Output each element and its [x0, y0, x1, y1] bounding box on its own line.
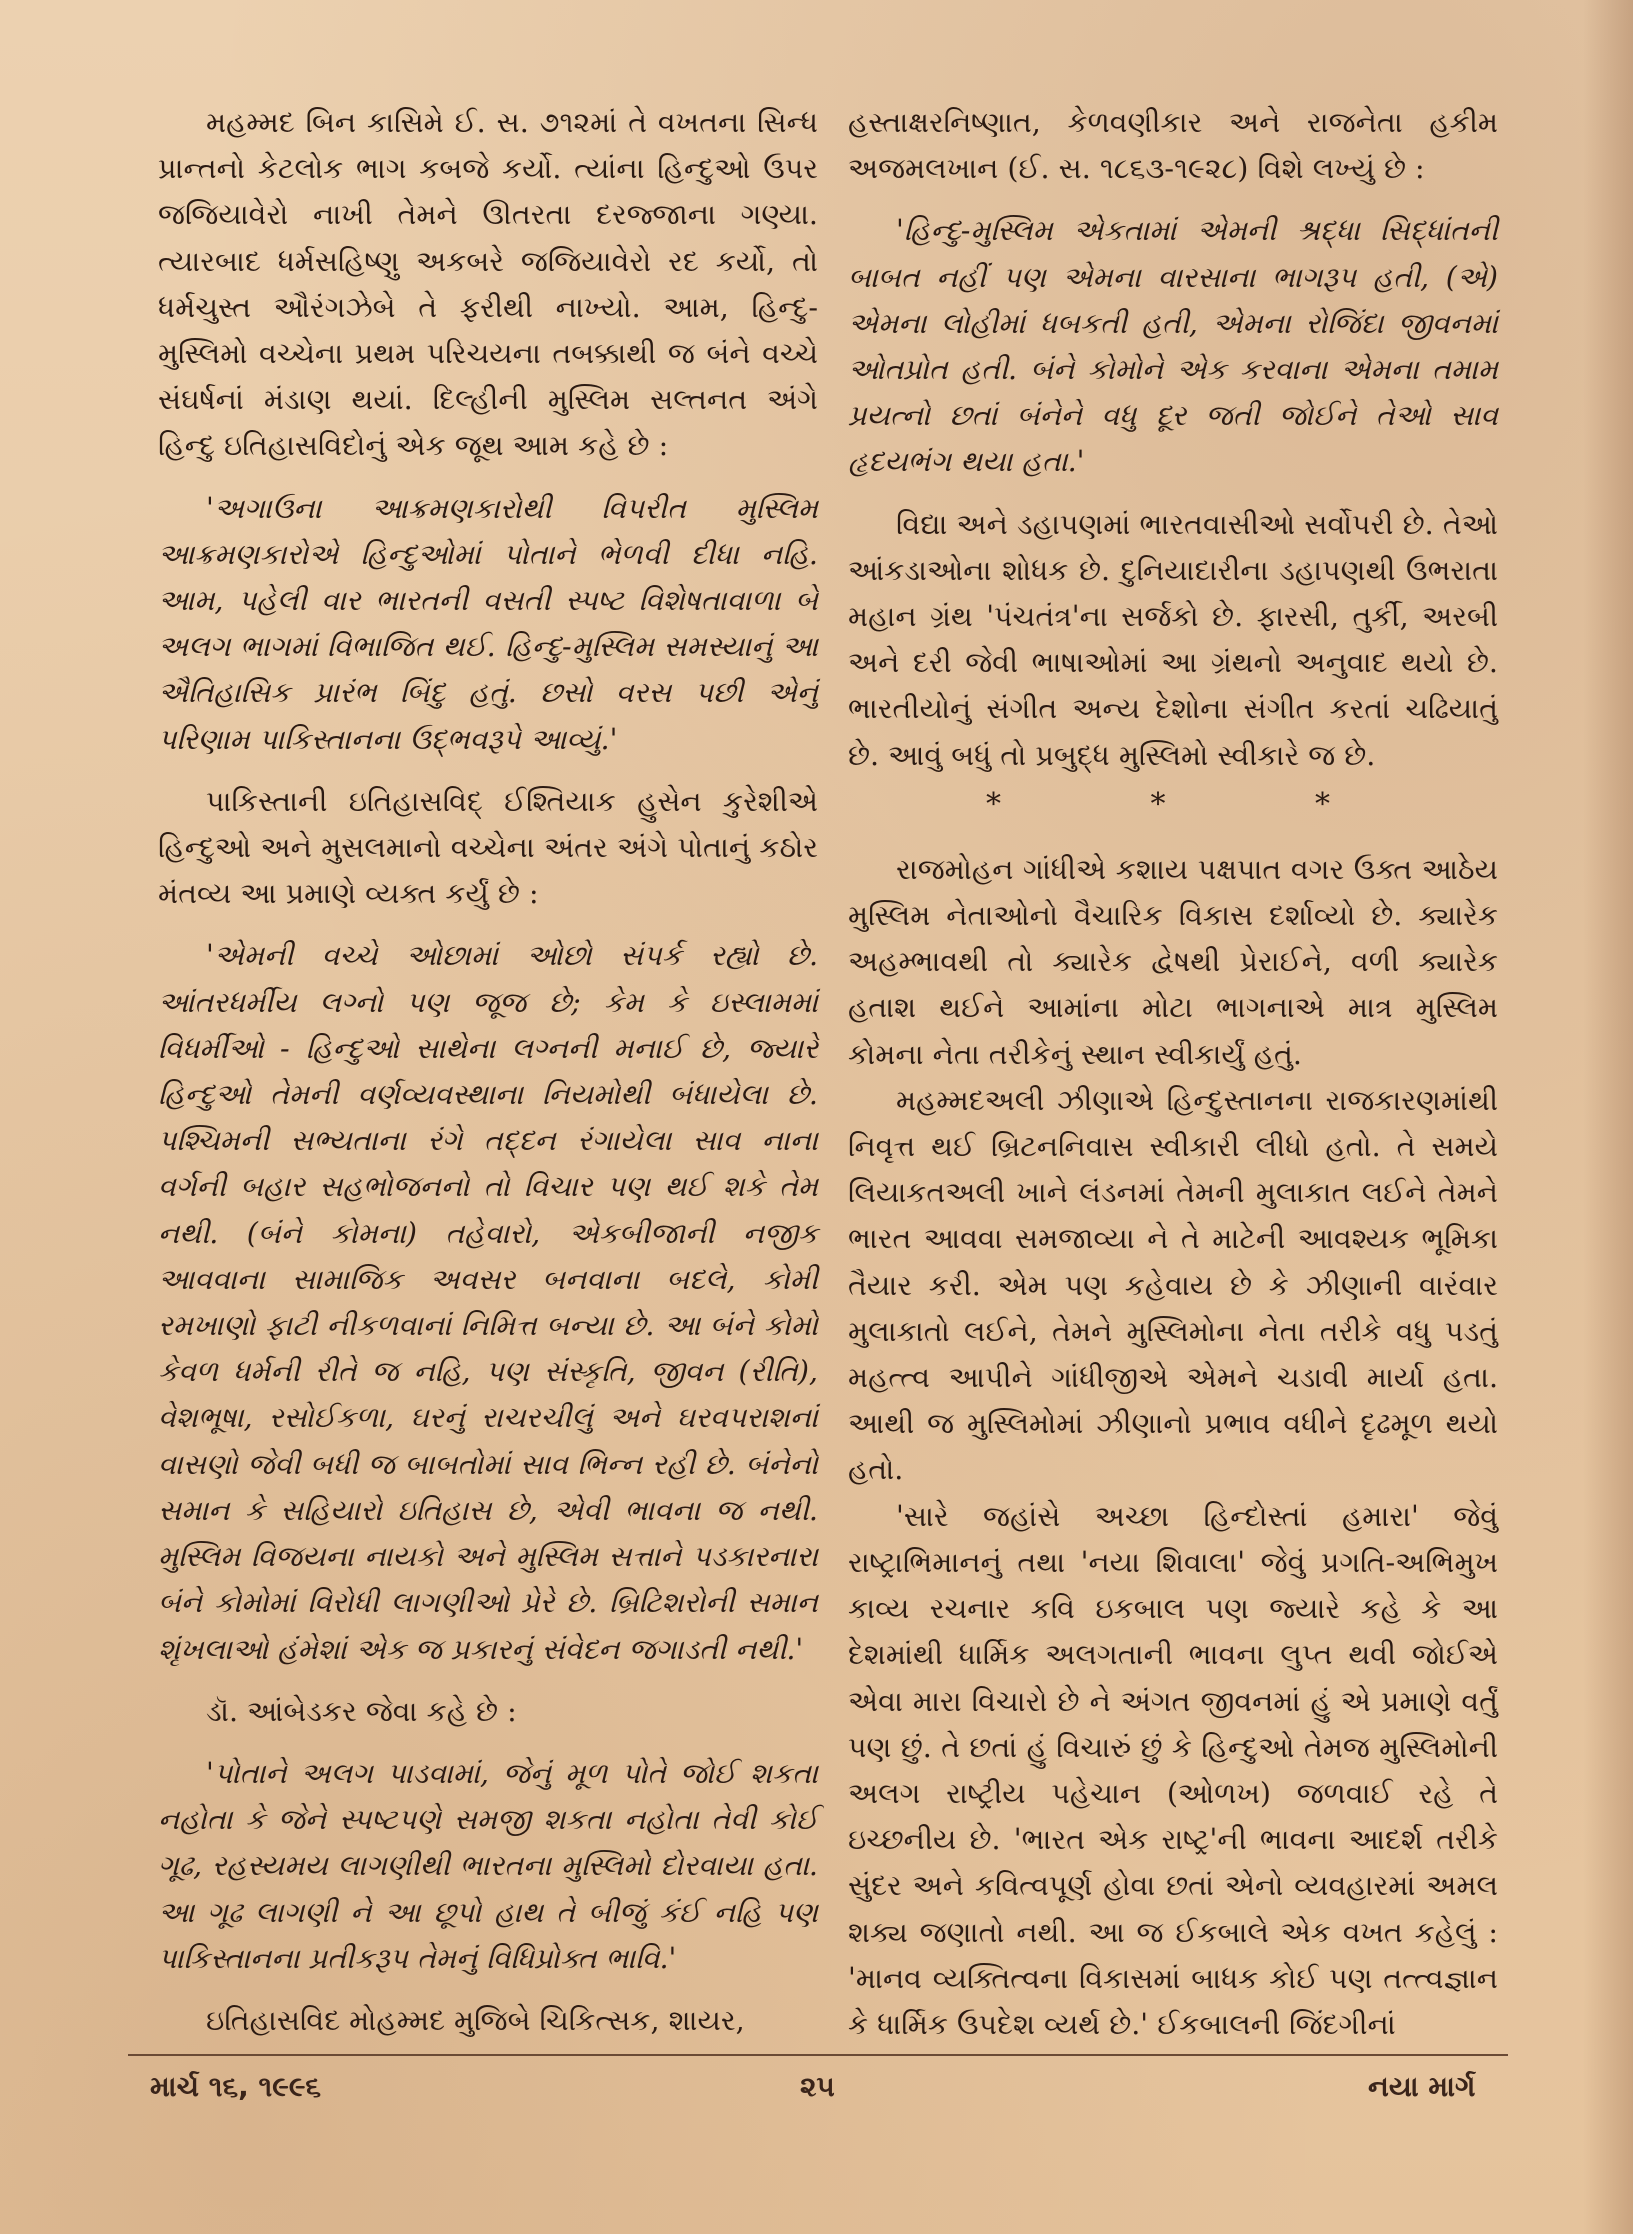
left-column — [158, 100, 818, 2044]
body-paragraph: મહમ્મદ બિન કાસિમે ઈ. સ. ૭૧૨માં તે વખતના સિન્ધ પ્રાન્તનો કેટલોક ભાગ કબજે કર્યો. ત્યાંના હિન્દુઓ ઉપર જજિયાવેરો નાખી તેમને ઊતરતા દરજ્જાના ગણ્યા. ત્યારબાદ ધર્મસહિષ્ણુ અકબરે જજિયાવેરો રદ કર્યો, તો ધર્મચુસ્ત ઔરંગઝેબે તે ફરીથી નાખ્યો. આમ, હિન્દુ-મુસ્લિમો વચ્ચેના પ્રથમ પરિચયના તબક્કાથી જ બંને વચ્ચે સંઘર્ષનાં મંડાણ થયાં. દિલ્હીની મુસ્લિમ સલ્તનત અંગે હિન્દુ ઇતિહાસવિદોનું એક જૂથ આમ કહે છે : — [158, 106, 818, 463]
page-number: ૨૫ — [800, 2070, 835, 2103]
body-paragraph: મહમ્મદઅલી ઝીણાએ હિન્દુસ્તાનના રાજકારણમાંથી નિવૃત્ત થઈ બ્રિટનનિવાસ સ્વીકારી લીધો હતો. તે સમયે લિયાકતઅલી ખાને લંડનમાં તેમની મુલાકાત લઈને તેમને ભારત આવવા સમજાવ્યા ને તે માટેની આવશ્યક ભૂમિકા તૈયાર કરી. એમ પણ કહેવાય છે કે ઝીણાની વારંવાર મુલાકાતો લઈને, તેમને મુસ્લિમોના નેતા તરીકે વધુ પડતું મહત્ત્વ આપીને ગાંધીજીએ એમને ચડાવી માર્યા હતા. આથી જ મુસ્લિમોમાં ઝીણાનો પ્રભાવ વધીને દૃઢમૂળ થયો હતો. — [848, 1083, 1498, 1487]
footer-rule — [128, 2054, 1508, 2056]
body-paragraph: ડૉ. આંબેડકર જેવા કહે છે : — [206, 1694, 517, 1728]
body-paragraph: ઇતિહાસવિદ મોહમ્મદ મુજિબે ચિકિત્સક, શાયર, — [206, 2003, 745, 2037]
quote-paragraph: 'એમની વચ્ચે ઓછામાં ઓછો સંપર્ક રહ્યો છે. આંતરધર્મીય લગ્નો પણ જૂજ છે; કેમ કે ઇસ્લામમાં વિધર્મીઓ - હિન્દુઓ સાથેના લગ્નની મનાઈ છે, જ્યારે હિન્દુઓ તેમની વર્ણવ્યવસ્થાના નિયમોથી બંધાયેલા છે. પશ્ચિમની સભ્યતાના રંગે તદ્દન રંગાયેલા સાવ નાના વર્ગની બહાર સહભોજનનો તો વિચાર પણ થઈ શકે તેમ નથી. (બંને કોમના) તહેવારો, એકબીજાની નજીક આવવાના સામાજિક અવસર બનવાના બદલે, કોમી રમખાણો ફાટી નીકળવાનાં નિમિત્ત બન્યા છે. આ બંને કોમો કેવળ ધર્મની રીતે જ નહિ, પણ સંસ્કૃતિ, જીવન (રીતિ), વેશભૂષા, રસોઈકળા, ઘરનું રાચરચીલું અને ઘરવપરાશનાં વાસણો જેવી બધી જ બાબતોમાં સાવ ભિન્ન રહી છે. બંનેનો સમાન કે સહિયારો ઇતિહાસ છે, એવી ભાવના જ નથી. મુસ્લિમ વિજયના નાયકો અને મુસ્લિમ સત્તાને પડકારનારા બંને કોમોમાં વિરોધી લાગણીઓ પ્રેરે છે. બ્રિટિશરોની સમાન શૃંખલાઓ હંમેશાં એક જ પ્રકારનું સંવેદન જગાડતી નથી.' — [158, 939, 818, 1666]
body-paragraph: પાકિસ્તાની ઇતિહાસવિદ્ ઈશ્તિયાક હુસેન કુરેશીએ હિન્દુઓ અને મુસલમાનો વચ્ચેના અંતર અંગે પોતાનું કઠોર મંતવ્ય આ પ્રમાણે વ્યક્ત કર્યું છે : — [158, 784, 818, 911]
body-paragraph: 'સારે જહાંસે અચ્છા હિન્દોસ્તાં હમારા' જેવું રાષ્ટ્રાભિમાનનું તથા 'નયા શિવાલા' જેવું પ્રગતિ-અભિમુખ કાવ્ય રચનાર કવિ ઇકબાલ પણ જ્યારે કહે કે આ દેશમાંથી ધાર્મિક અલગતાની ભાવના લુપ્ત થવી જોઈએ એવા મારા વિચારો છે ને અંગત જીવનમાં હું એ પ્રમાણે વર્તું પણ છું. તે છતાં હું વિચારું છું કે હિન્દુઓ તેમજ મુસ્લિમોની અલગ રાષ્ટ્રીય પહેચાન (ઓળખ) જળવાઈ રહે તે ઇચ્છનીય છે. 'ભારત એક રાષ્ટ્ર'ની ભાવના આદર્શ તરીકે સુંદર અને કવિત્વપૂર્ણ હોવા છતાં એનો વ્યવહારમાં અમલ શક્ય જણાતો નથી. આ જ ઈકબાલે એક વખત કહેલું : 'માનવ વ્યક્તિત્વના વિકાસમાં બાધક કોઈ પણ તત્ત્વજ્ઞાન કે ધાર્મિક ઉપદેશ વ્યર્થ છે.' ઈકબાલની જિંદગીનાં — [848, 1499, 1498, 2041]
magazine-title: નયા માર્ગ — [1368, 2070, 1476, 2103]
quote-paragraph: 'હિન્દુ-મુસ્લિમ એકતામાં એમની શ્રદ્ધા સિદ્ધાંતની બાબત નહીં પણ એમના વારસાના ભાગરૂપ હતી, (એ) એમના લોહીમાં ધબકતી હતી, એમના રોજિંદા જીવનમાં ઓતપ્રોત હતી. બંને કોમોને એક કરવાના એમના તમામ પ્રયત્નો છતાં બંનેને વધુ દૂર જતી જોઈને તેઓ સાવ હૃદયભંગ થયા હતા.' — [848, 214, 1498, 479]
body-paragraph: હસ્તાક્ષરનિષ્ણાત, કેળવણીકાર અને રાજનેતા હકીમ અજમલખાન (ઈ. સ. ૧૮૬૩-૧૯૨૮) વિશે લખ્યું છે : — [848, 106, 1498, 186]
footer-date: માર્ચ ૧૬, ૧૯૯૬ — [150, 2070, 322, 2103]
body-paragraph: રાજમોહન ગાંધીએ કશાય પક્ષપાત વગર ઉક્ત આઠેય મુસ્લિમ નેતાઓનો વૈચારિક વિકાસ દર્શાવ્યો છે. ક્યારેક અહમ્ભાવથી તો ક્યારેક દ્વેષથી પ્રેરાઈને, વળી ક્યારેક હતાશ થઈને આમાંના મોટા ભાગનાએ માત્ર મુસ્લિમ કોમના નેતા તરીકેનું સ્થાન સ્વીકાર્યું હતું. — [848, 852, 1498, 1071]
page-edge-shadow — [1583, 0, 1633, 2234]
body-paragraph: વિદ્યા અને ડહાપણમાં ભારતવાસીઓ સર્વોપરી છે. તેઓ આંકડાઓના શોધક છે. દુનિયાદારીના ડહાપણથી ઉભરાતા મહાન ગ્રંથ 'પંચતંત્ર'ના સર્જકો છે. ફારસી, તુર્કી, અરબી અને દરી જેવી ભાષાઓમાં આ ગ્રંથનો અનુવાદ થયો છે. ભારતીયોનું સંગીત અન્ય દેશોના સંગીત કરતાં ચઢિયાતું છે. આવું બધું તો પ્રબુદ્ધ મુસ્લિમો સ્વીકારે જ છે. — [848, 507, 1498, 772]
quote-paragraph: 'પોતાને અલગ પાડવામાં, જેનું મૂળ પોતે જોઈ શકતા નહોતા કે જેને સ્પષ્ટપણે સમજી શકતા નહોતા તેવી કોઈ ગૂઢ, રહસ્યમય લાગણીથી ભારતના મુસ્લિમો દોરવાયા હતા. આ ગૂઢ લાગણી ને આ છૂપો હાથ તે બીજું કંઈ નહિ પણ પાકિસ્તાનના પ્રતીકરૂપ તેમનું વિધિપ્રોક્ત ભાવિ.' — [158, 1756, 818, 1975]
section-separator: * * * — [985, 786, 1401, 822]
right-column — [848, 100, 1498, 2048]
quote-paragraph: 'અગાઉના આક્રમણકારોથી વિપરીત મુસ્લિમ આક્રમણકારોએ હિન્દુઓમાં પોતાને ભેળવી દીધા નહિ. આમ, પહેલી વાર ભારતની વસતી સ્પષ્ટ વિશેષતાવાળા બે અલગ ભાગમાં વિભાજિત થઈ. હિન્દુ-મુસ્લિમ સમસ્યાનું આ ઐતિહાસિક પ્રારંભ બિંદુ હતું. છસો વરસ પછી એનું પરિણામ પાકિસ્તાનના ઉદ્ભવરૂપે આવ્યું.' — [158, 491, 818, 756]
